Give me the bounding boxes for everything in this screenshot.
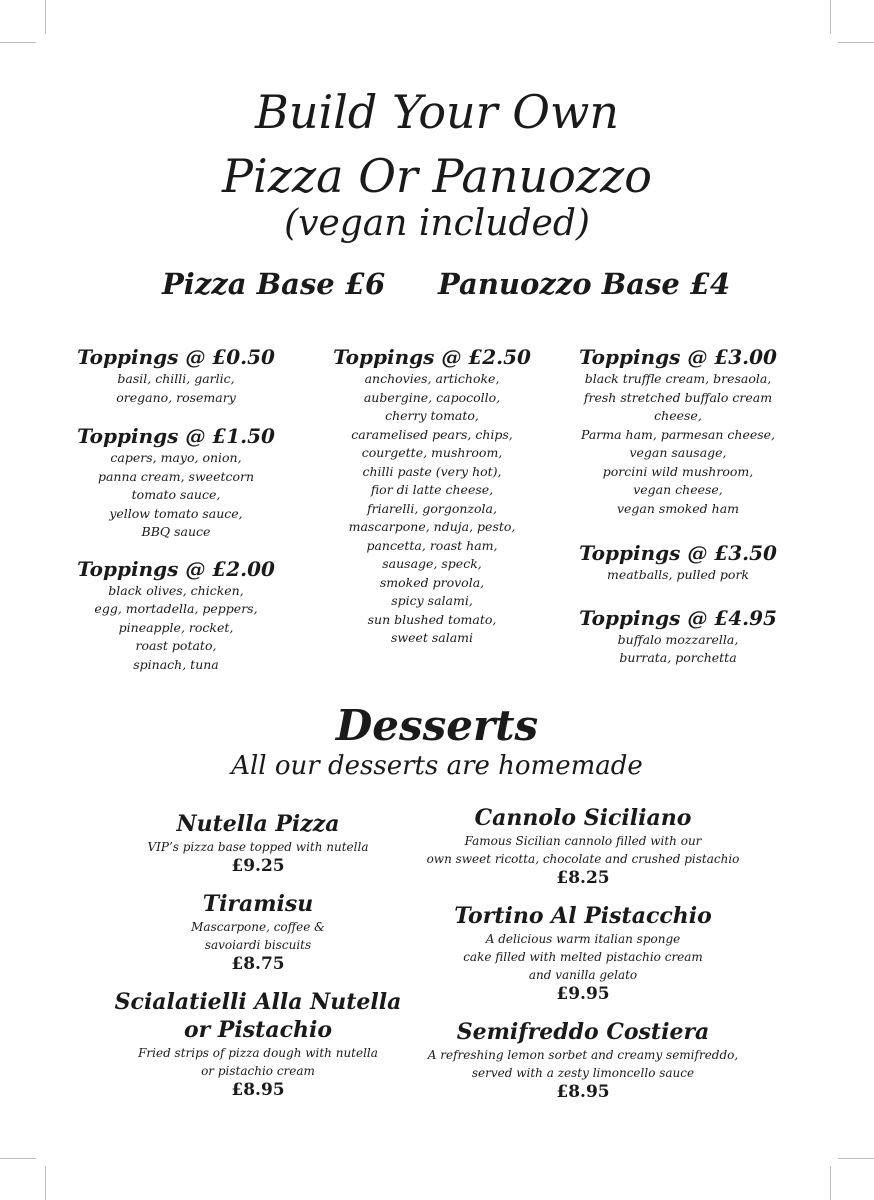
dessert-name: Nutella Pizza [176, 811, 340, 837]
dessert-item [100, 810, 416, 876]
pizza-base-price: Pizza Base £6 [162, 267, 386, 301]
dessert-price: £9.95 [556, 984, 610, 1004]
toppings-group [76, 423, 276, 542]
crop-mark-bottom-right-h [838, 1158, 874, 1159]
dessert-description: VIP’s pizza base topped with nutella [147, 840, 369, 854]
toppings-column-3 [562, 344, 794, 684]
panuozzo-base-price: Panuozzo Base £4 [438, 267, 731, 301]
toppings-group [562, 344, 794, 518]
menu-title-line1: Build Your Own [255, 85, 619, 139]
toppings-column-2 [322, 344, 542, 664]
crop-mark-top-right-v [830, 0, 831, 34]
dessert-description: Mascarpone, coffee & savoiardi biscuits [191, 920, 325, 952]
dessert-price: £8.25 [556, 868, 610, 888]
toppings-heading: Toppings @ £3.00 [579, 345, 777, 369]
toppings-group [76, 556, 276, 675]
dessert-name: Semifreddo Costiera [456, 1019, 710, 1045]
dessert-price: £8.75 [231, 954, 285, 974]
crop-mark-top-left-v [45, 0, 46, 34]
toppings-heading: Toppings @ £0.50 [77, 345, 275, 369]
toppings-list: basil, chilli, garlic, oregano, rosemary [116, 371, 236, 405]
toppings-heading: Toppings @ £1.50 [77, 424, 275, 448]
toppings-list: capers, mayo, onion, panna cream, sweetcorn tomato sauce, yellow tomato sauce, BBQ sauce [97, 450, 255, 539]
dessert-item [418, 902, 748, 1004]
desserts-subtitle: All our desserts are homemade [231, 751, 643, 781]
dessert-price: £8.95 [231, 1080, 285, 1100]
toppings-column-1 [76, 344, 276, 690]
dessert-item [100, 988, 416, 1100]
crop-mark-bottom-left-v [45, 1166, 46, 1200]
toppings-heading: Toppings @ £3.50 [579, 541, 777, 565]
dessert-description: Famous Sicilian cannolo filled with our own sweet ricotta, chocolate and crushed pistachio [426, 834, 740, 866]
toppings-list: buffalo mozzarella, burrata, porchetta [617, 631, 739, 665]
crop-mark-bottom-right-v [830, 1166, 831, 1200]
toppings-list: black truffle cream, bresaola, fresh stretched buffalo cream cheese, Parma ham, parmesan cheese, vegan sausage, porcini wild mushroom, vegan cheese, vegan smoked ham [580, 371, 776, 516]
desserts-title: Desserts [335, 701, 539, 750]
toppings-group [562, 540, 794, 585]
toppings-group [76, 344, 276, 407]
dessert-name: Scialatielli Alla Nutella or Pistachio [114, 989, 402, 1043]
desserts-column-right [418, 804, 748, 1116]
crop-mark-top-left-h [0, 42, 36, 43]
dessert-description: A refreshing lemon sorbet and creamy semifreddo, served with a zesty limoncello sauce [427, 1048, 739, 1080]
dessert-price: £8.95 [556, 1082, 610, 1102]
dessert-item [418, 1018, 748, 1102]
menu-title-line2: Pizza Or Panuozzo [222, 149, 652, 203]
toppings-heading: Toppings @ £2.00 [77, 556, 275, 581]
toppings-list: black olives, chicken, egg, mortadella, peppers, pineapple, rocket, roast potato, spinach, tuna [94, 582, 258, 672]
toppings-group [322, 344, 542, 648]
dessert-description: Fried strips of pizza dough with nutella or pistachio cream [138, 1046, 378, 1078]
toppings-heading: Toppings @ £2.50 [333, 345, 531, 369]
dessert-name: Cannolo Siciliano [474, 805, 692, 831]
menu-title-vegan-note: (vegan included) [284, 203, 590, 244]
dessert-name: Tortino Al Pistacchio [454, 903, 712, 929]
toppings-list: anchovies, artichoke, aubergine, capocollo, cherry tomato, caramelised pears, chips, courgette, mushroom, chilli paste (very hot), fior di latte cheese, friarelli, gorgonzola, mascarpone, nduja, pesto, pancetta, roast ham, sausage, speck, smoked provola, spicy salami, sun blushed tomato, sweet salami [348, 371, 516, 645]
crop-mark-bottom-left-h [0, 1158, 36, 1159]
toppings-group [562, 605, 794, 668]
dessert-item [100, 890, 416, 974]
dessert-name: Tiramisu [202, 891, 314, 917]
toppings-heading: Toppings @ £4.95 [579, 605, 777, 630]
toppings-list: meatballs, pulled pork [606, 567, 750, 582]
dessert-item [418, 804, 748, 888]
crop-mark-top-right-h [838, 42, 874, 43]
dessert-description: A delicious warm italian sponge cake filled with melted pistachio cream and vanilla gelato [463, 932, 703, 982]
desserts-column-left [100, 810, 416, 1114]
dessert-price: £9.25 [231, 856, 285, 876]
